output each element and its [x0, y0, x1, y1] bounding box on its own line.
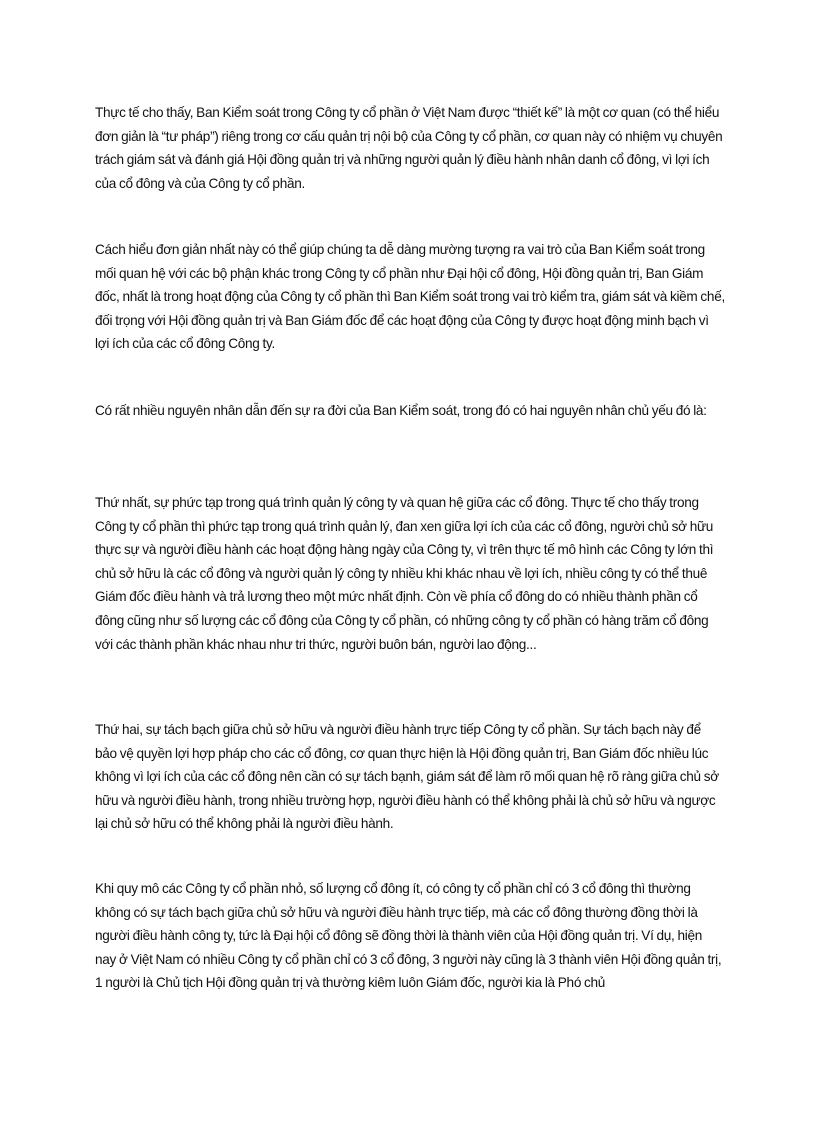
paragraph-4: Thứ nhất, sự phức tạp trong quá trình quản lý công ty và quan hệ giữa các cổ đông. Thực tế cho thấy trong Công ty cổ phần thì phức tạp trong quá trình quản lý, đan xen giữa lợi ích của các cổ đông, người chủ sở hữu thực sự và người điều hành các hoạt động hàng ngày của Công ty, vì trên thực tế mô hình các Công ty lớn thì chủ sở hữu là các cổ đông và người quản lý công ty nhiều khi khác nhau về lợi ích, nhiều công ty có thể thuê Giám đốc điều hành và trả lương theo một mức nhất định. Còn về phía cổ đông do có nhiều thành phần cổ đông cũng như số lượng các cổ đông của Công ty cổ phần, có những công ty cổ phần có hàng trăm cổ đông với các thành phần khác nhau như tri thức, người buôn bán, người lao động... [95, 495, 714, 652]
paragraph-1: Thực tế cho thấy, Ban Kiểm soát trong Công ty cổ phần ở Việt Nam được “thiết kế” là một cơ quan (có thể hiểu đơn giản là “tư pháp”) riêng trong cơ cấu quản trị nội bộ của Công ty cổ phần, cơ quan này có nhiệm vụ chuyên trách giám sát và đánh giá Hội đồng quản trị và những người quản lý điều hành nhân danh cổ đông, vì lợi ích của cổ đông và của Công ty cổ phần. [95, 105, 723, 191]
paragraph-2: Cách hiểu đơn giản nhất này có thể giúp chúng ta dễ dàng mường tượng ra vai trò của Ban Kiểm soát trong mối quan hệ với các bộ phận khác trong Công ty cổ phần như Đại hội cổ đông, Hội đồng quản trị, Ban Giám đốc, nhất là trong hoạt động của Công ty cổ phần thì Ban Kiểm soát trong vai trò kiểm tra, giám sát và kiềm chế, đối trọng với Hội đồng quản trị và Ban Giám đốc để các hoạt động của Công ty được hoạt động minh bạch vì lợi ích của các cổ đông Công ty. [95, 242, 725, 352]
paragraph-6: Khi quy mô các Công ty cổ phần nhỏ, số lượng cổ đông ít, có công ty cổ phần chỉ có 3 cổ đông thì thường không có sự tách bạch giữa chủ sở hữu và người điều hành trực tiếp, mà các cổ đông thường đồng thời là người điều hành công ty, tức là Đại hội cổ đông sẽ đồng thời là thành viên của Hội đồng quản trị. Ví dụ, hiện nay ở Việt Nam có nhiều Công ty cổ phần chỉ có 3 cổ đông, 3 người này cũng là 3 thành viên Hội đồng quản trị, 1 người là Chủ tịch Hội đồng quản trị và thường kiêm luôn Giám đốc, người kia là Phó chủ [95, 881, 722, 991]
paragraph-5: Thứ hai, sự tách bạch giữa chủ sở hữu và người điều hành trực tiếp Công ty cổ phần. Sự tách bạch này để bảo vệ quyền lợi hợp pháp cho các cổ đông, cơ quan thực hiện là Hội đồng quản trị, Ban Giám đốc nhiều lúc không vì lợi ích của các cổ đông nên cần có sự tách bạnh, giám sát để làm rõ mối quan hệ rõ ràng giữa chủ sở hữu và người điều hành, trong nhiều trường hợp, người điều hành có thể không phải là chủ sở hữu và ngược lại chủ sở hữu có thể không phải là người điều hành. [95, 722, 719, 832]
paragraph-3: Có rất nhiều nguyên nhân dẫn đến sự ra đời của Ban Kiểm soát, trong đó có hai nguyên nhân chủ yếu đó là: [95, 403, 707, 418]
